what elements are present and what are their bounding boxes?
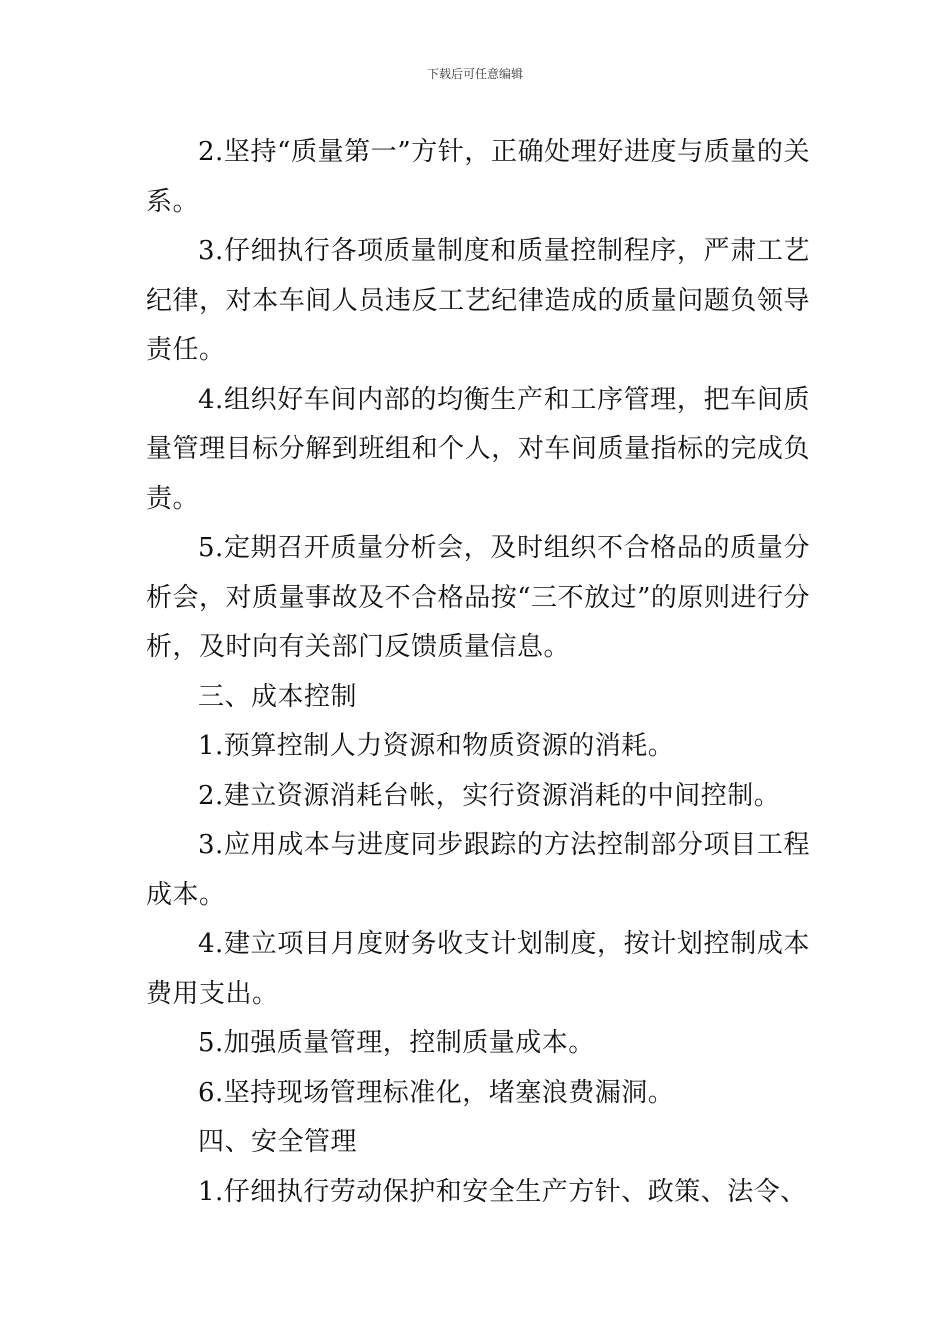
paragraph-cost-3: 3.应用成本与进度同步跟踪的方法控制部分项目工程成本。 <box>146 830 810 910</box>
section-heading-safety-management: 四、安全管理 <box>198 1127 358 1157</box>
paragraph-cost-4: 4.建立项目月度财务收支计划制度，按计划控制成本费用支出。 <box>146 929 810 1009</box>
paragraph-quality-5: 5.定期召开质量分析会，及时组织不合格品的质量分析会，对质量事故及不合格品按“三不放过”的原则进行分析，及时向有关部门反馈质量信息。 <box>146 533 810 662</box>
paragraph-cost-6: 6.坚持现场管理标准化，堵塞浪费漏洞。 <box>198 1077 675 1108</box>
paragraph-safety-1: 1.仔细执行劳动保护和安全生产方针、政策、法令、 <box>198 1176 807 1207</box>
paragraph-cost-5: 5.加强质量管理，控制质量成本。 <box>198 1028 595 1058</box>
page-header-note: 下载后可任意编辑 <box>426 67 523 81</box>
section-heading-cost-control: 三、成本控制 <box>198 681 358 712</box>
paragraph-cost-1: 1.预算控制人力资源和物质资源的消耗。 <box>198 731 675 761</box>
paragraph-cost-2: 2.建立资源消耗台帐，实行资源消耗的中间控制。 <box>198 780 781 811</box>
document-body <box>146 128 810 1217</box>
paragraph-quality-2: 2.坚持“质量第一”方针，正确处理好进度与质量的关系。 <box>146 137 810 217</box>
paragraph-quality-4: 4.组织好车间内部的均衡生产和工序管理，把车间质量管理目标分解到班组和个人，对车间质量指标的完成负责。 <box>146 384 810 514</box>
paragraph-quality-3: 3.仔细执行各项质量制度和质量控制程序，严肃工艺纪律，对本车间人员违反工艺纪律造成的质量问题负领导责任。 <box>146 236 810 365</box>
